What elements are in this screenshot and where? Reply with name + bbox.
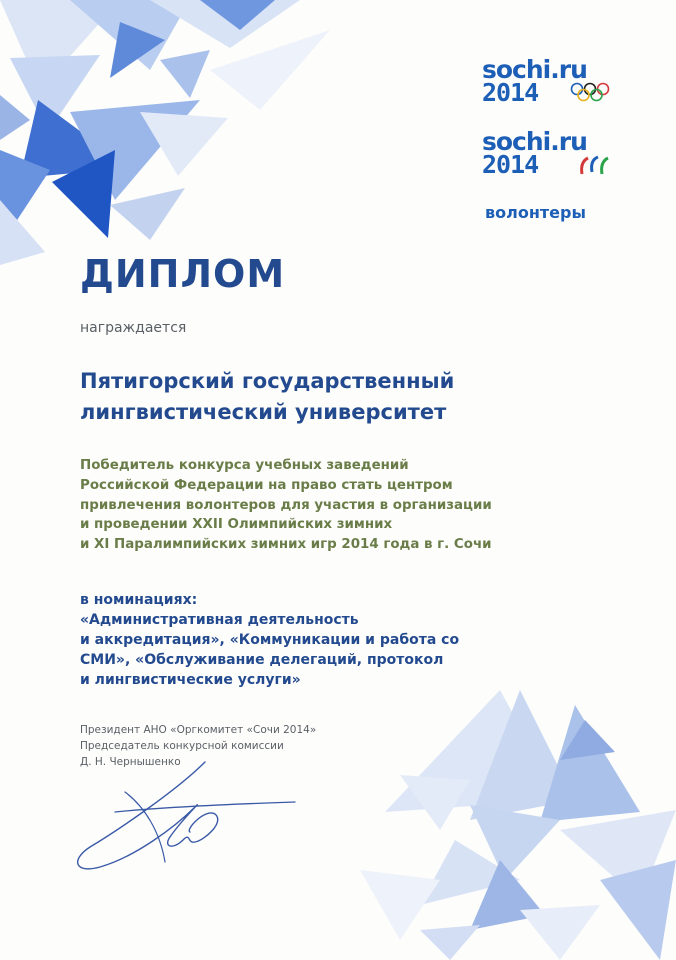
paralympic-agitos-icon (578, 154, 612, 178)
awarded-label: награждается (80, 320, 187, 336)
award-description (80, 456, 620, 555)
olympic-logo-domain: sochi.ru (482, 55, 587, 84)
recipient-name (80, 366, 600, 428)
sochi-olympic-logo (478, 55, 628, 116)
olympic-logo-year: 2014 (482, 78, 539, 107)
paralympic-logo-domain: sochi.ru (482, 127, 587, 156)
nominations-heading: в номинациях: (80, 592, 198, 608)
olympic-rings-icon (570, 82, 610, 104)
nominations-line: «Административная деятельность (80, 612, 359, 628)
description-line: привлечения волонтеров для участия в организации (80, 497, 492, 513)
description-line: и XI Паралимпийских зимних игр 2014 года в г. Сочи (80, 537, 492, 553)
volunteers-label: волонтеры (485, 203, 586, 222)
logos-area (478, 55, 628, 188)
signatory-line: Президент АНО «Оргкомитет «Сочи 2014» (80, 724, 317, 736)
recipient-line: Пятигорский государственный (80, 369, 455, 393)
sochi-paralympic-logo (478, 127, 628, 188)
nominations-line: СМИ», «Обслуживание делегаций, протокол (80, 652, 444, 668)
recipient-line: лингвистический университет (80, 400, 447, 424)
description-line: и проведении XXII Олимпийских зимних (80, 517, 393, 533)
diploma-title: ДИПЛОМ (80, 252, 286, 296)
signatory-line: Председатель конкурсной комиссии (80, 740, 284, 752)
description-line: Победитель конкурса учебных заведений (80, 458, 409, 473)
description-line: Российской Федерации на право стать центром (80, 477, 453, 493)
signatory-line: Д. Н. Чернышенко (80, 756, 181, 768)
paralympic-logo-year: 2014 (482, 150, 539, 179)
handwritten-signature (55, 752, 315, 882)
nominations-line: и аккредитация», «Коммуникации и работа со (80, 632, 460, 648)
nominations-line: и лингвистические услуги» (80, 672, 301, 688)
nominations-block (80, 590, 600, 690)
